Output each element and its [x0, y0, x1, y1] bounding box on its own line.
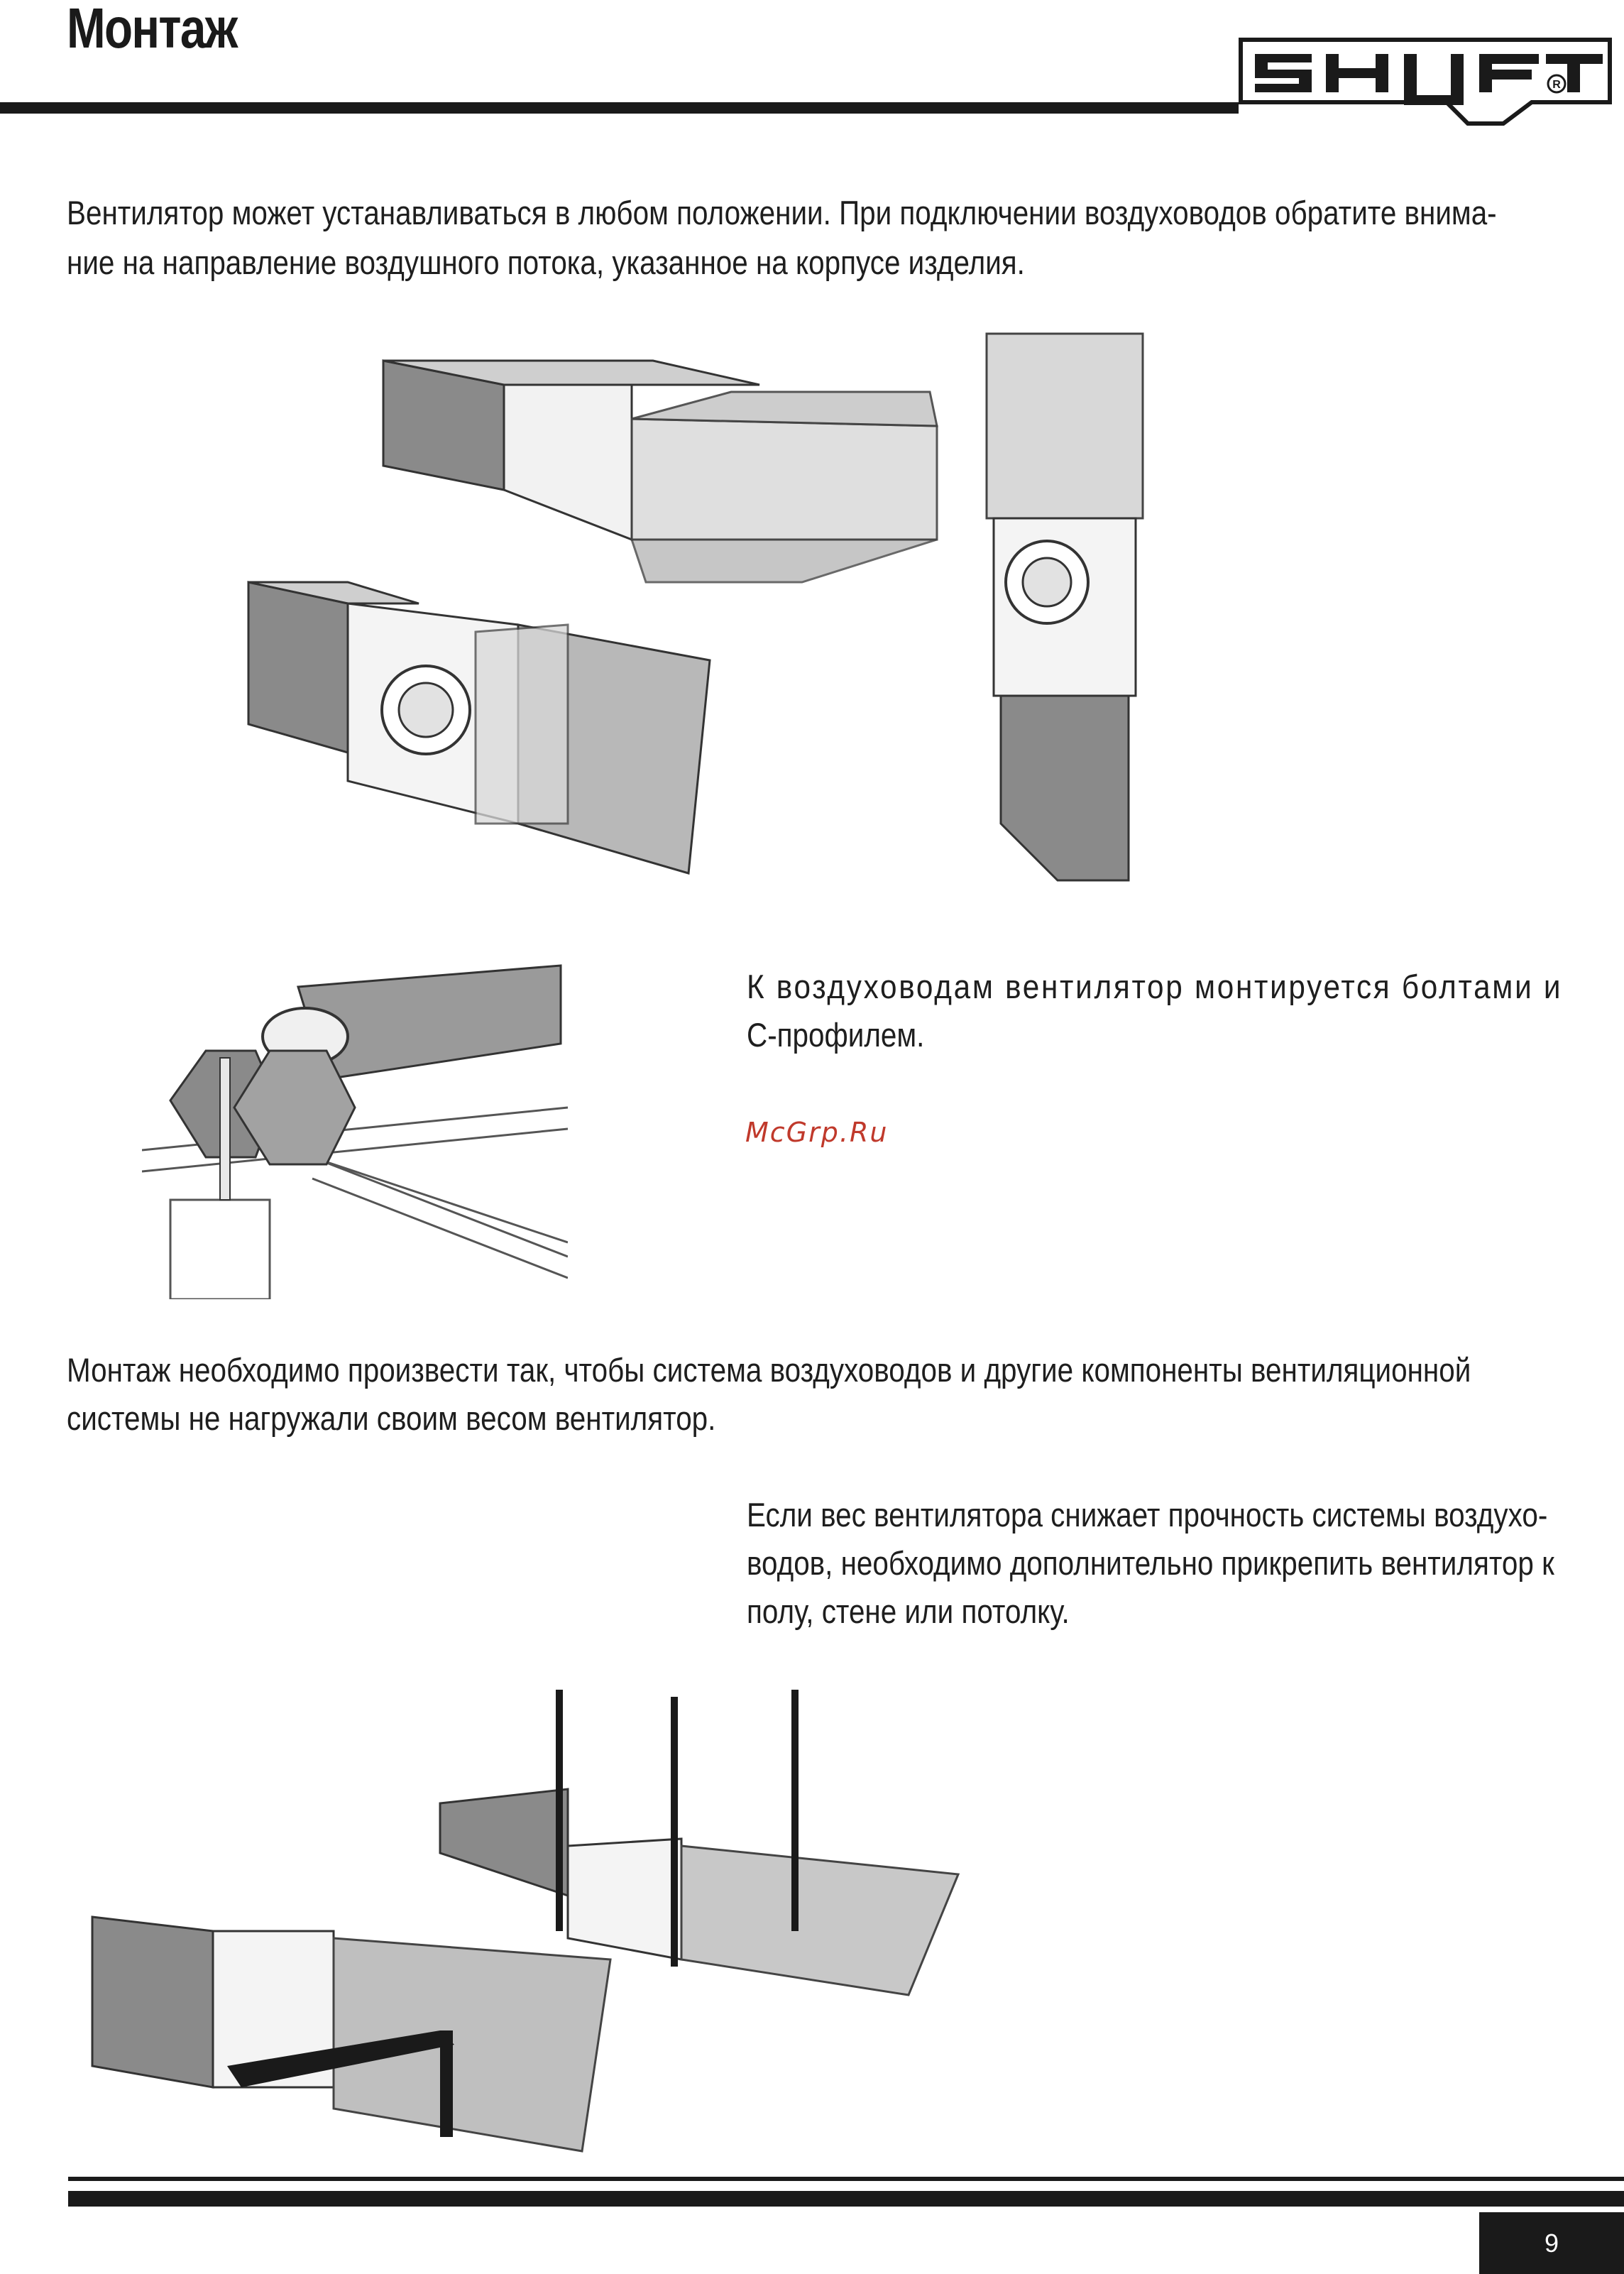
- weight-paragraph-line-2: системы не нагружали своим весом вентилятор.: [67, 1399, 716, 1437]
- intro-paragraph-line-2: ние на направление воздушного потока, указанное на корпусе изделия.: [67, 244, 1025, 281]
- vertical-assembly: [987, 334, 1143, 880]
- footer-rule-thick: [68, 2191, 1624, 2207]
- watermark: McGrp.Ru: [745, 1117, 889, 1148]
- lower-assembly: [92, 1917, 610, 2151]
- page-number: 9: [1479, 2212, 1624, 2274]
- page-title: Монтаж: [67, 0, 237, 60]
- support-paragraph-line-2: водов, необходимо дополнительно прикрепить вентилятор к: [747, 1544, 1554, 1582]
- header-rule: [0, 102, 1239, 114]
- bolt-paragraph-line-2: С-профилем.: [747, 1016, 925, 1054]
- bolt-paragraph-line-1: К воздуховодам вентилятор монтируется болтами и: [747, 968, 1563, 1005]
- horizontal-assembly-top: [383, 361, 937, 582]
- intro-paragraph-line-1: Вентилятор может устанавливаться в любом положении. При подключении воздуховодов обратите внима-: [67, 194, 1497, 231]
- figure-supported-installation: [85, 1661, 980, 2172]
- figure-bolt-c-profile: [142, 958, 568, 1299]
- support-paragraph-line-3: полу, стене или потолку.: [747, 1592, 1070, 1630]
- figure-installation-positions: [234, 327, 1228, 909]
- logo-registered-mark: R: [1552, 79, 1561, 91]
- upper-assembly: [440, 1690, 958, 1995]
- support-paragraph-line-1: Если вес вентилятора снижает прочность системы воздухо-: [747, 1496, 1548, 1534]
- horizontal-assembly-bottom: [248, 582, 710, 873]
- weight-paragraph-line-1: Монтаж необходимо произвести так, чтобы система воздуховодов и другие компоненты вентиляционной: [67, 1351, 1471, 1389]
- brand-logo: [1234, 18, 1617, 132]
- footer-rule-thin: [68, 2177, 1624, 2181]
